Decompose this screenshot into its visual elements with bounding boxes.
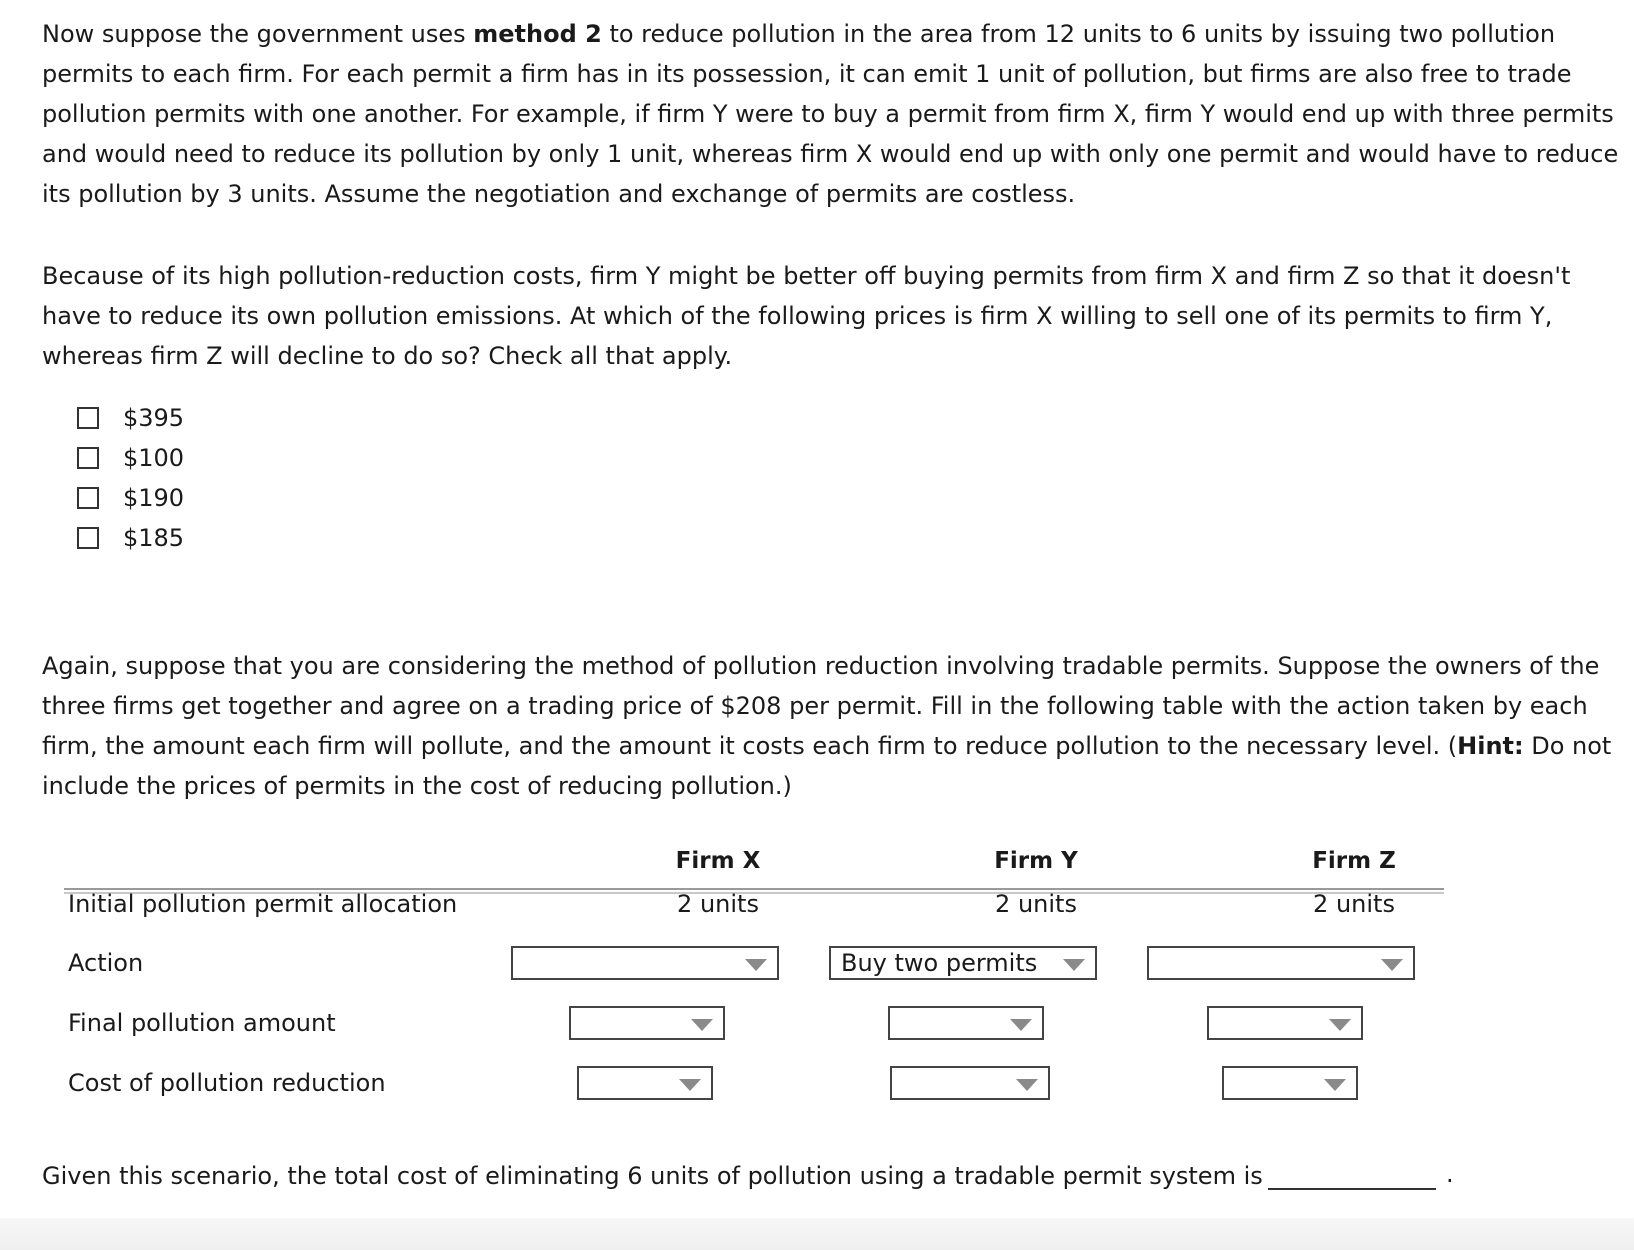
- header-firm-z: Firm Z: [1312, 848, 1396, 874]
- option-row[interactable]: [77, 478, 184, 518]
- row-label-initial: Initial pollution permit allocation: [68, 890, 458, 918]
- final-period: .: [1446, 1160, 1454, 1188]
- dropdown-arrow-icon: [1329, 1019, 1351, 1031]
- checkbox[interactable]: [77, 407, 99, 429]
- final-dropdown-firm-x[interactable]: [569, 1006, 725, 1040]
- initial-firm-y: 2 units: [995, 890, 1077, 918]
- table-instructions-paragraph: [42, 646, 1622, 806]
- initial-firm-z: 2 units: [1313, 890, 1395, 918]
- dropdown-arrow-icon: [1016, 1079, 1038, 1091]
- hint-label: Hint:: [1457, 732, 1524, 760]
- question-paragraph: Because of its high pollution-reduction costs, firm Y might be better off buying permits from firm X and firm Z so that it doesn't have to reduce its own pollution emissions. At which of the following prices is firm X willing to sell one of its permits to firm Y, whereas firm Z will decline to do so? Check all that apply.: [42, 262, 1571, 370]
- dropdown-arrow-icon: [1063, 959, 1085, 971]
- option-row[interactable]: [77, 518, 184, 558]
- price-options: [77, 398, 184, 558]
- instructions-text-1: Again, suppose that you are considering the method of pollution reduction involving tradable permits. Suppose the owners of the three firms get together and agree on a trading price of $208 per permit. Fill in the following table with the action taken by each firm, the amount each firm will pollute, and the amount it costs each firm to reduce pollution to the necessary level. (: [42, 652, 1600, 760]
- intro-paragraph: [42, 14, 1622, 214]
- final-dropdown-firm-z[interactable]: [1207, 1006, 1363, 1040]
- action-dropdown-firm-z[interactable]: [1147, 946, 1415, 980]
- initial-firm-x: 2 units: [677, 890, 759, 918]
- dropdown-arrow-icon: [1381, 959, 1403, 971]
- header-firm-y: Firm Y: [994, 848, 1078, 874]
- intro-text-1: Now suppose the government uses: [42, 20, 474, 48]
- instructions-text-2: Do not include the prices of permits in the cost of reducing pollution.): [42, 732, 1612, 800]
- cost-dropdown-firm-x[interactable]: [577, 1066, 713, 1100]
- cost-dropdown-firm-z[interactable]: [1222, 1066, 1358, 1100]
- dropdown-arrow-icon: [679, 1079, 701, 1091]
- cost-dropdown-firm-y[interactable]: [890, 1066, 1050, 1100]
- row-label-final: Final pollution amount: [68, 1009, 336, 1037]
- dropdown-value: Buy two permits: [841, 949, 1038, 977]
- checkbox[interactable]: [77, 447, 99, 469]
- dropdown-arrow-icon: [1324, 1079, 1346, 1091]
- action-dropdown-firm-x[interactable]: [511, 946, 779, 980]
- row-label-action: Action: [68, 949, 144, 977]
- page-bottom-band: [0, 1218, 1634, 1250]
- checkbox[interactable]: [77, 487, 99, 509]
- row-label-cost: Cost of pollution reduction: [68, 1069, 386, 1097]
- option-row[interactable]: [77, 438, 184, 478]
- header-firm-x: Firm X: [675, 848, 761, 874]
- option-row[interactable]: [77, 398, 184, 438]
- option-label: $190: [123, 484, 185, 512]
- dropdown-arrow-icon: [745, 959, 767, 971]
- final-dropdown-firm-y[interactable]: [888, 1006, 1044, 1040]
- total-cost-answer-input[interactable]: [1268, 1188, 1436, 1190]
- option-label: $185: [123, 524, 185, 552]
- intro-bold-method: method 2: [473, 20, 602, 48]
- action-dropdown-firm-y[interactable]: [829, 946, 1097, 980]
- permit-table: [64, 848, 1444, 1128]
- intro-text-2: to reduce pollution in the area from 12 units to 6 units by issuing two pollution permits to each firm. For each permit a firm has in its possession, it can emit 1 unit of pollution, but firms are also free to trade pollution permits with one another. For example, if firm Y were to buy a permit from firm X, firm Y would end up with three permits and would need to reduce its pollution by only 1 unit, whereas firm X would end up with only one permit and would have to reduce its pollution by 3 units. Assume the negotiation and exchange of permits are costless.: [42, 20, 1619, 208]
- checkbox[interactable]: [77, 527, 99, 549]
- total-cost-question: Given this scenario, the total cost of eliminating 6 units of pollution using a tradable permit system is: [42, 1162, 1263, 1190]
- option-label: $395: [123, 404, 185, 432]
- dropdown-arrow-icon: [691, 1019, 713, 1031]
- option-label: $100: [123, 444, 185, 472]
- dropdown-arrow-icon: [1010, 1019, 1032, 1031]
